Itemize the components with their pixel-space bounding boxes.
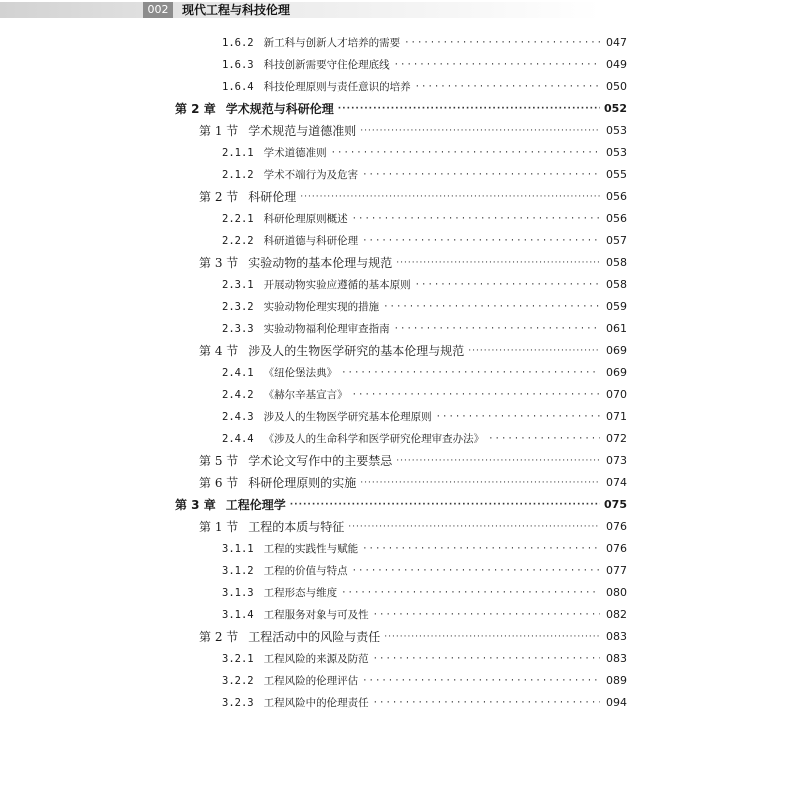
toc-entry-title xyxy=(222,165,358,185)
toc-entry-text: 工程形态与维度 xyxy=(263,587,338,599)
toc-page-number: 056 xyxy=(606,190,627,203)
dot-leader xyxy=(373,605,600,625)
toc-page-number: 070 xyxy=(606,388,627,401)
dot-leader xyxy=(360,473,600,493)
toc-entry-number: 第 6 节 xyxy=(199,476,239,490)
toc-entry-title xyxy=(199,341,464,361)
toc-page-number: 047 xyxy=(606,36,627,49)
toc-entry-text: 学术规范与科研伦理 xyxy=(225,102,334,116)
toc-entry-text: 工程风险中的伦理责任 xyxy=(263,697,369,709)
toc-sub-row xyxy=(222,429,627,449)
toc-entry-text: 涉及人的生物医学研究基本伦理原则 xyxy=(263,411,432,423)
toc-entry-number: 3.2.3 xyxy=(222,697,254,709)
toc-entry-text: 《纽伦堡法典》 xyxy=(263,367,338,379)
toc-chapter-row xyxy=(175,99,627,119)
toc-entry-number: 第 2 节 xyxy=(199,190,239,204)
toc-sub-row xyxy=(222,143,627,163)
toc-page-number: 074 xyxy=(606,476,627,489)
toc-sub-row xyxy=(222,605,627,625)
toc-entry-title xyxy=(222,319,390,339)
dot-leader xyxy=(415,275,600,295)
dot-leader xyxy=(300,187,600,207)
toc-entry-number: 第 3 节 xyxy=(199,256,239,270)
toc-entry-number: 2.4.4 xyxy=(222,433,254,445)
toc-page-number: 076 xyxy=(606,542,627,555)
toc-page-number: 077 xyxy=(606,564,627,577)
toc-entry-number: 2.1.1 xyxy=(222,147,254,159)
toc-entry-number: 3.1.3 xyxy=(222,587,254,599)
toc-entry-number: 第 2 节 xyxy=(199,630,239,644)
toc-entry-number: 1.6.3 xyxy=(222,59,254,71)
toc-entry-text: 科研道德与科研伦理 xyxy=(263,235,359,247)
toc-section-row xyxy=(199,451,627,471)
dot-leader xyxy=(384,627,600,647)
dot-leader xyxy=(352,385,600,405)
toc-entry-text: 科研伦理原则的实施 xyxy=(248,476,357,490)
toc-sub-row xyxy=(222,231,627,251)
toc-entry-text: 新工科与创新人才培养的需要 xyxy=(263,37,401,49)
dot-leader xyxy=(404,33,600,53)
toc-entry-title xyxy=(199,627,380,647)
toc-entry-text: 《涉及人的生命科学和医学研究伦理审查办法》 xyxy=(263,433,485,445)
toc-chapter-row xyxy=(175,495,627,515)
toc-sub-row xyxy=(222,165,627,185)
toc-entry-text: 学术规范与道德准则 xyxy=(248,124,357,138)
dot-leader xyxy=(362,165,600,185)
dot-leader xyxy=(383,297,600,317)
toc-entry-text: 工程的价值与特点 xyxy=(263,565,348,577)
toc-sub-row xyxy=(222,693,627,713)
toc-page-number: 076 xyxy=(606,520,627,533)
toc-section-row xyxy=(199,187,627,207)
dot-leader xyxy=(394,319,600,339)
toc-entry-title xyxy=(222,429,484,449)
toc-sub-row xyxy=(222,561,627,581)
toc-entry-number: 3.2.2 xyxy=(222,675,254,687)
toc-entry-text: 实验动物福利伦理审查指南 xyxy=(263,323,390,335)
toc-page-number: 080 xyxy=(606,586,627,599)
toc-entry-number: 2.3.3 xyxy=(222,323,254,335)
toc-sub-row xyxy=(222,649,627,669)
toc-page-number: 059 xyxy=(606,300,627,313)
toc-entry-title xyxy=(222,605,369,625)
toc-entry-text: 工程服务对象与可及性 xyxy=(263,609,369,621)
toc-sub-row xyxy=(222,671,627,691)
toc-section-row xyxy=(199,121,627,141)
dot-leader xyxy=(290,495,600,515)
toc-entry-number: 2.4.3 xyxy=(222,411,254,423)
toc-entry-text: 学术道德准则 xyxy=(263,147,327,159)
dot-leader xyxy=(352,561,600,581)
toc-page-number: 083 xyxy=(606,652,627,665)
toc-entry-title xyxy=(222,385,348,405)
toc-entry-number: 第 3 章 xyxy=(175,498,216,512)
toc-entry-number: 3.1.4 xyxy=(222,609,254,621)
toc-sub-row xyxy=(222,33,627,53)
toc-page-number: 069 xyxy=(606,344,627,357)
dot-leader xyxy=(362,539,600,559)
toc-entry-number: 2.2.1 xyxy=(222,213,254,225)
toc-page-number: 094 xyxy=(606,696,627,709)
dot-leader xyxy=(360,121,600,141)
toc-page-number: 056 xyxy=(606,212,627,225)
dot-leader xyxy=(348,517,600,537)
toc-entry-number: 2.4.2 xyxy=(222,389,254,401)
toc-entry-text: 学术不端行为及危害 xyxy=(263,169,359,181)
toc-entry-title xyxy=(222,143,327,163)
toc-page-number: 069 xyxy=(606,366,627,379)
toc-section-row xyxy=(199,473,627,493)
dot-leader xyxy=(352,209,600,229)
toc-sub-row xyxy=(222,55,627,75)
toc-entry-number: 3.1.2 xyxy=(222,565,254,577)
toc-page-number: 075 xyxy=(604,498,627,511)
toc-sub-row xyxy=(222,297,627,317)
toc-entry-title xyxy=(222,275,411,295)
toc-entry-text: 工程风险的来源及防范 xyxy=(263,653,369,665)
toc-section-row xyxy=(199,341,627,361)
toc-entry-number: 第 2 章 xyxy=(175,102,216,116)
toc-entry-title xyxy=(222,407,432,427)
toc-entry-text: 涉及人的生物医学研究的基本伦理与规范 xyxy=(248,344,465,358)
toc-entry-text: 《赫尔辛基宣言》 xyxy=(263,389,348,401)
toc-sub-row xyxy=(222,275,627,295)
toc-entry-number: 2.3.1 xyxy=(222,279,254,291)
toc-sub-row xyxy=(222,319,627,339)
toc-entry-title xyxy=(222,363,337,383)
toc-page-number: 072 xyxy=(606,432,627,445)
dot-leader xyxy=(415,77,600,97)
toc-entry-title xyxy=(222,77,411,97)
toc-entry-number: 1.6.4 xyxy=(222,81,254,93)
toc-sub-row xyxy=(222,583,627,603)
toc-entry-number: 第 4 节 xyxy=(199,344,239,358)
toc-page-number: 053 xyxy=(606,124,627,137)
toc-page-number: 082 xyxy=(606,608,627,621)
toc-sub-row xyxy=(222,385,627,405)
toc-entry-number: 第 1 节 xyxy=(199,124,239,138)
toc-sub-row xyxy=(222,407,627,427)
toc-entry-title xyxy=(199,473,356,493)
toc-page-number: 050 xyxy=(606,80,627,93)
toc-entry-title xyxy=(199,187,296,207)
header-bar xyxy=(0,2,800,18)
toc-entry-title xyxy=(175,99,334,119)
toc-entry-number: 2.2.2 xyxy=(222,235,254,247)
toc-page-number: 083 xyxy=(606,630,627,643)
toc-section-row xyxy=(199,627,627,647)
toc-page-number: 071 xyxy=(606,410,627,423)
toc-entry-text: 科技创新需要守住伦理底线 xyxy=(263,59,390,71)
toc-entry-title xyxy=(222,649,369,669)
toc-entry-title xyxy=(222,561,348,581)
page-number: 002 xyxy=(143,2,173,18)
toc-entry-text: 实验动物的基本伦理与规范 xyxy=(248,256,393,270)
toc-entry-number: 2.1.2 xyxy=(222,169,254,181)
toc-entry-number: 3.1.1 xyxy=(222,543,254,555)
toc-sub-row xyxy=(222,363,627,383)
dot-leader xyxy=(394,55,600,75)
dot-leader xyxy=(341,363,600,383)
toc-entry-text: 工程活动中的风险与责任 xyxy=(248,630,381,644)
toc-entry-number: 第 5 节 xyxy=(199,454,239,468)
toc-entry-title xyxy=(222,539,358,559)
toc-page-number: 058 xyxy=(606,256,627,269)
toc-entry-text: 学术论文写作中的主要禁忌 xyxy=(248,454,393,468)
toc-entry-text: 开展动物实验应遵循的基本原则 xyxy=(263,279,411,291)
toc-page-number: 089 xyxy=(606,674,627,687)
toc-page-number: 049 xyxy=(606,58,627,71)
toc-entry-text: 科技伦理原则与责任意识的培养 xyxy=(263,81,411,93)
toc-entry-title xyxy=(222,693,369,713)
toc-entry-title xyxy=(199,451,392,471)
toc-page-number: 058 xyxy=(606,278,627,291)
dot-leader xyxy=(436,407,600,427)
dot-leader xyxy=(396,253,600,273)
toc-page-number: 052 xyxy=(604,102,627,115)
dot-leader xyxy=(341,583,600,603)
toc-entry-title xyxy=(175,495,286,515)
dot-leader xyxy=(373,649,600,669)
toc-page-number: 057 xyxy=(606,234,627,247)
toc-sub-row xyxy=(222,77,627,97)
toc-entry-number: 第 1 节 xyxy=(199,520,239,534)
toc-entry-text: 工程风险的伦理评估 xyxy=(263,675,359,687)
toc-entry-number: 3.2.1 xyxy=(222,653,254,665)
toc-entry-text: 工程的实践性与赋能 xyxy=(263,543,359,555)
toc-section-row xyxy=(199,253,627,273)
dot-leader xyxy=(468,341,600,361)
toc-entry-title xyxy=(222,231,358,251)
dot-leader xyxy=(338,99,600,119)
dot-leader xyxy=(331,143,600,163)
toc-entry-text: 科研伦理原则概述 xyxy=(263,213,348,225)
toc-page-number: 055 xyxy=(606,168,627,181)
dot-leader xyxy=(362,231,600,251)
toc-entry-text: 科研伦理 xyxy=(248,190,297,204)
toc-page-number: 053 xyxy=(606,146,627,159)
dot-leader xyxy=(488,429,600,449)
toc-entry-text: 工程伦理学 xyxy=(225,498,286,512)
toc-entry-number: 1.6.2 xyxy=(222,37,254,49)
toc-entry-number: 2.3.2 xyxy=(222,301,254,313)
dot-leader xyxy=(373,693,600,713)
toc-entry-title xyxy=(199,517,344,537)
dot-leader xyxy=(362,671,600,691)
toc-entry-text: 实验动物伦理实现的措施 xyxy=(263,301,380,313)
toc-entry-title xyxy=(199,121,356,141)
toc-entry-text: 工程的本质与特征 xyxy=(248,520,345,534)
running-header xyxy=(0,0,800,20)
toc-entry-number: 2.4.1 xyxy=(222,367,254,379)
toc-sub-row xyxy=(222,209,627,229)
toc-entry-title xyxy=(222,297,379,317)
toc-page-number: 073 xyxy=(606,454,627,467)
toc-entry-title xyxy=(222,209,348,229)
book-title: 现代工程与科技伦理 xyxy=(182,3,291,17)
toc-page-number: 061 xyxy=(606,322,627,335)
toc-entry-title xyxy=(222,671,358,691)
toc-entry-title xyxy=(222,583,337,603)
toc-entry-title xyxy=(199,253,392,273)
toc-sub-row xyxy=(222,539,627,559)
toc-entry-title xyxy=(222,33,400,53)
toc-section-row xyxy=(199,517,627,537)
dot-leader xyxy=(396,451,600,471)
toc-entry-title xyxy=(222,55,390,75)
